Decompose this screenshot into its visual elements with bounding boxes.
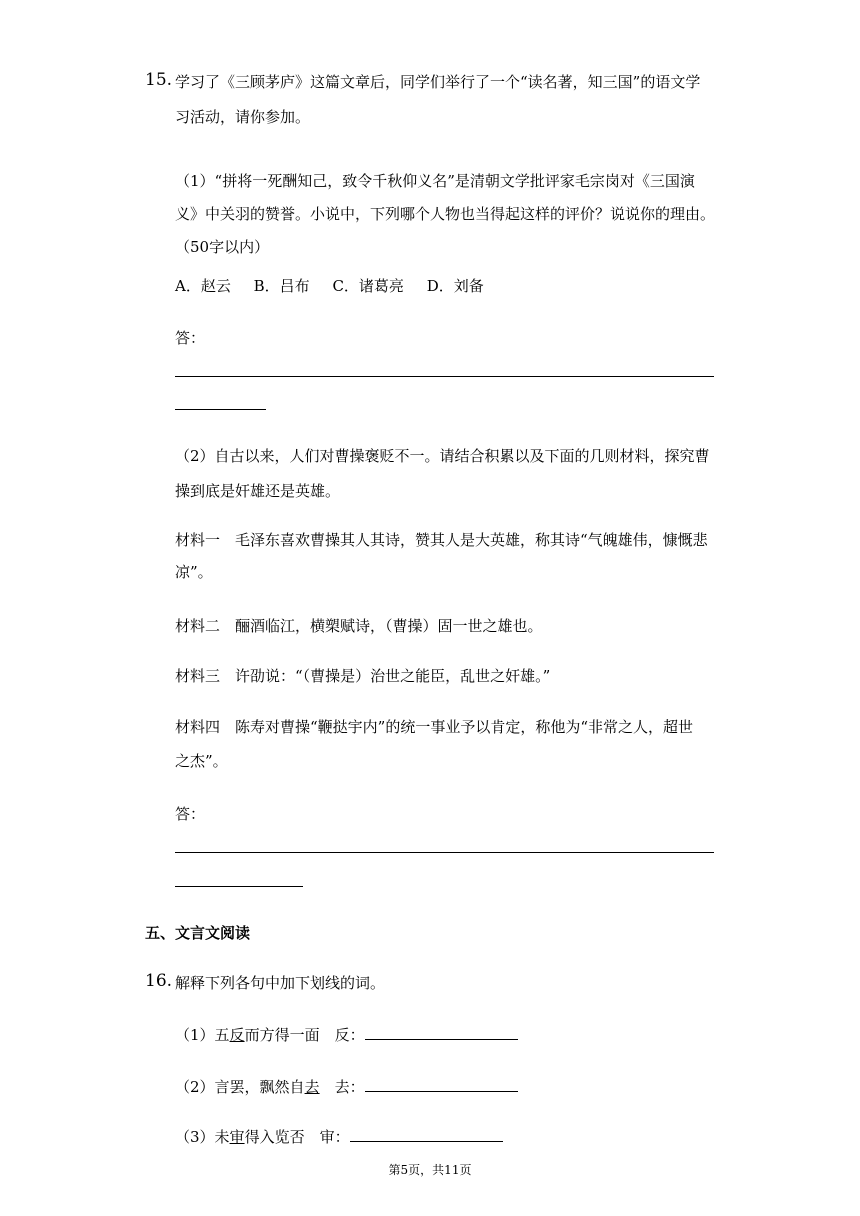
question-15-part2-line2: 操到底是奸雄还是英雄。 [175,482,341,500]
item1-prefix: （1）五 [175,1026,230,1044]
item1-answer-blank [365,1024,518,1040]
question-15-part2-line1: （2）自古以来，人们对曹操褒贬不一。请结合积累以及下面的几则材料，探究曹 [175,447,710,465]
material-1-line2: 凉”。 [175,563,213,581]
question-16-item1 [175,1019,518,1052]
item2-answer-blank [365,1076,518,1092]
item2-prefix: （2）言罢，飘然自 [175,1078,305,1096]
question-15-part1-line1: （1）“拼将一死酬知己，致令千秋仰义名”是清朝文学批评家毛宗岗对《三国演 [175,172,695,190]
answer-label-1: 答： [175,329,206,347]
item2-suffix: 去： [319,1078,365,1096]
answer-line-2b [175,886,303,887]
question-15-part1-line3: （50字以内） [175,238,270,256]
page-footer: 第5页，共11页 [388,1163,472,1177]
section-title: 五、文言文阅读 [145,924,251,942]
item1-underlined-word: 反 [229,1026,245,1044]
item3-prefix: （3）未 [175,1128,230,1146]
material-3: 材料三 许劭说：“（曹操是）治世之能臣，乱世之奸雄。” [175,667,551,685]
question-15-number: 15. [145,70,173,90]
item3-suffix: 得入览否 审： [244,1128,350,1146]
answer-line-1b [175,409,266,410]
item1-suffix: 而方得一面 反： [244,1026,365,1044]
option-a: A．赵云 [175,277,231,295]
question-15-options [175,270,502,303]
material-1-line1: 材料一 毛泽东喜欢曹操其人其诗，赞其人是大英雄，称其诗“气魄雄伟，慷慨悲 [175,531,708,549]
question-16-item3 [175,1121,503,1154]
answer-line-1a [175,376,714,377]
answer-line-2a [175,852,714,853]
question-16-number: 16. [145,971,173,991]
item2-underlined-word: 去 [304,1078,320,1096]
question-15-part1-line2: 义》中关羽的赞誉。小说中，下列哪个人物也当得起这样的评价？说说你的理由。 [175,205,716,223]
item3-answer-blank [350,1126,503,1142]
question-15-intro-line1: 学习了《三顾茅庐》这篇文章后，同学们举行了一个“读名著，知三国”的语文学 [175,73,701,91]
material-4-line1: 材料四 陈寿对曹操“鞭挞宇内”的统一事业予以肯定，称他为“非常之人，超世 [175,718,694,736]
material-2: 材料二 酾酒临江，横槊赋诗，（曹操）固一世之雄也。 [175,617,543,635]
answer-label-2: 答： [175,805,206,823]
material-4-line2: 之杰”。 [175,752,228,770]
option-b: B．吕布 [253,277,310,295]
question-16-item2 [175,1071,518,1104]
question-16-intro: 解释下列各句中加下划线的词。 [175,974,386,992]
question-15-intro-line2: 习活动，请你参加。 [175,108,311,126]
option-d: D．刘备 [426,277,484,295]
option-c: C．诸葛亮 [332,277,404,295]
item3-underlined-word: 审 [229,1128,245,1146]
